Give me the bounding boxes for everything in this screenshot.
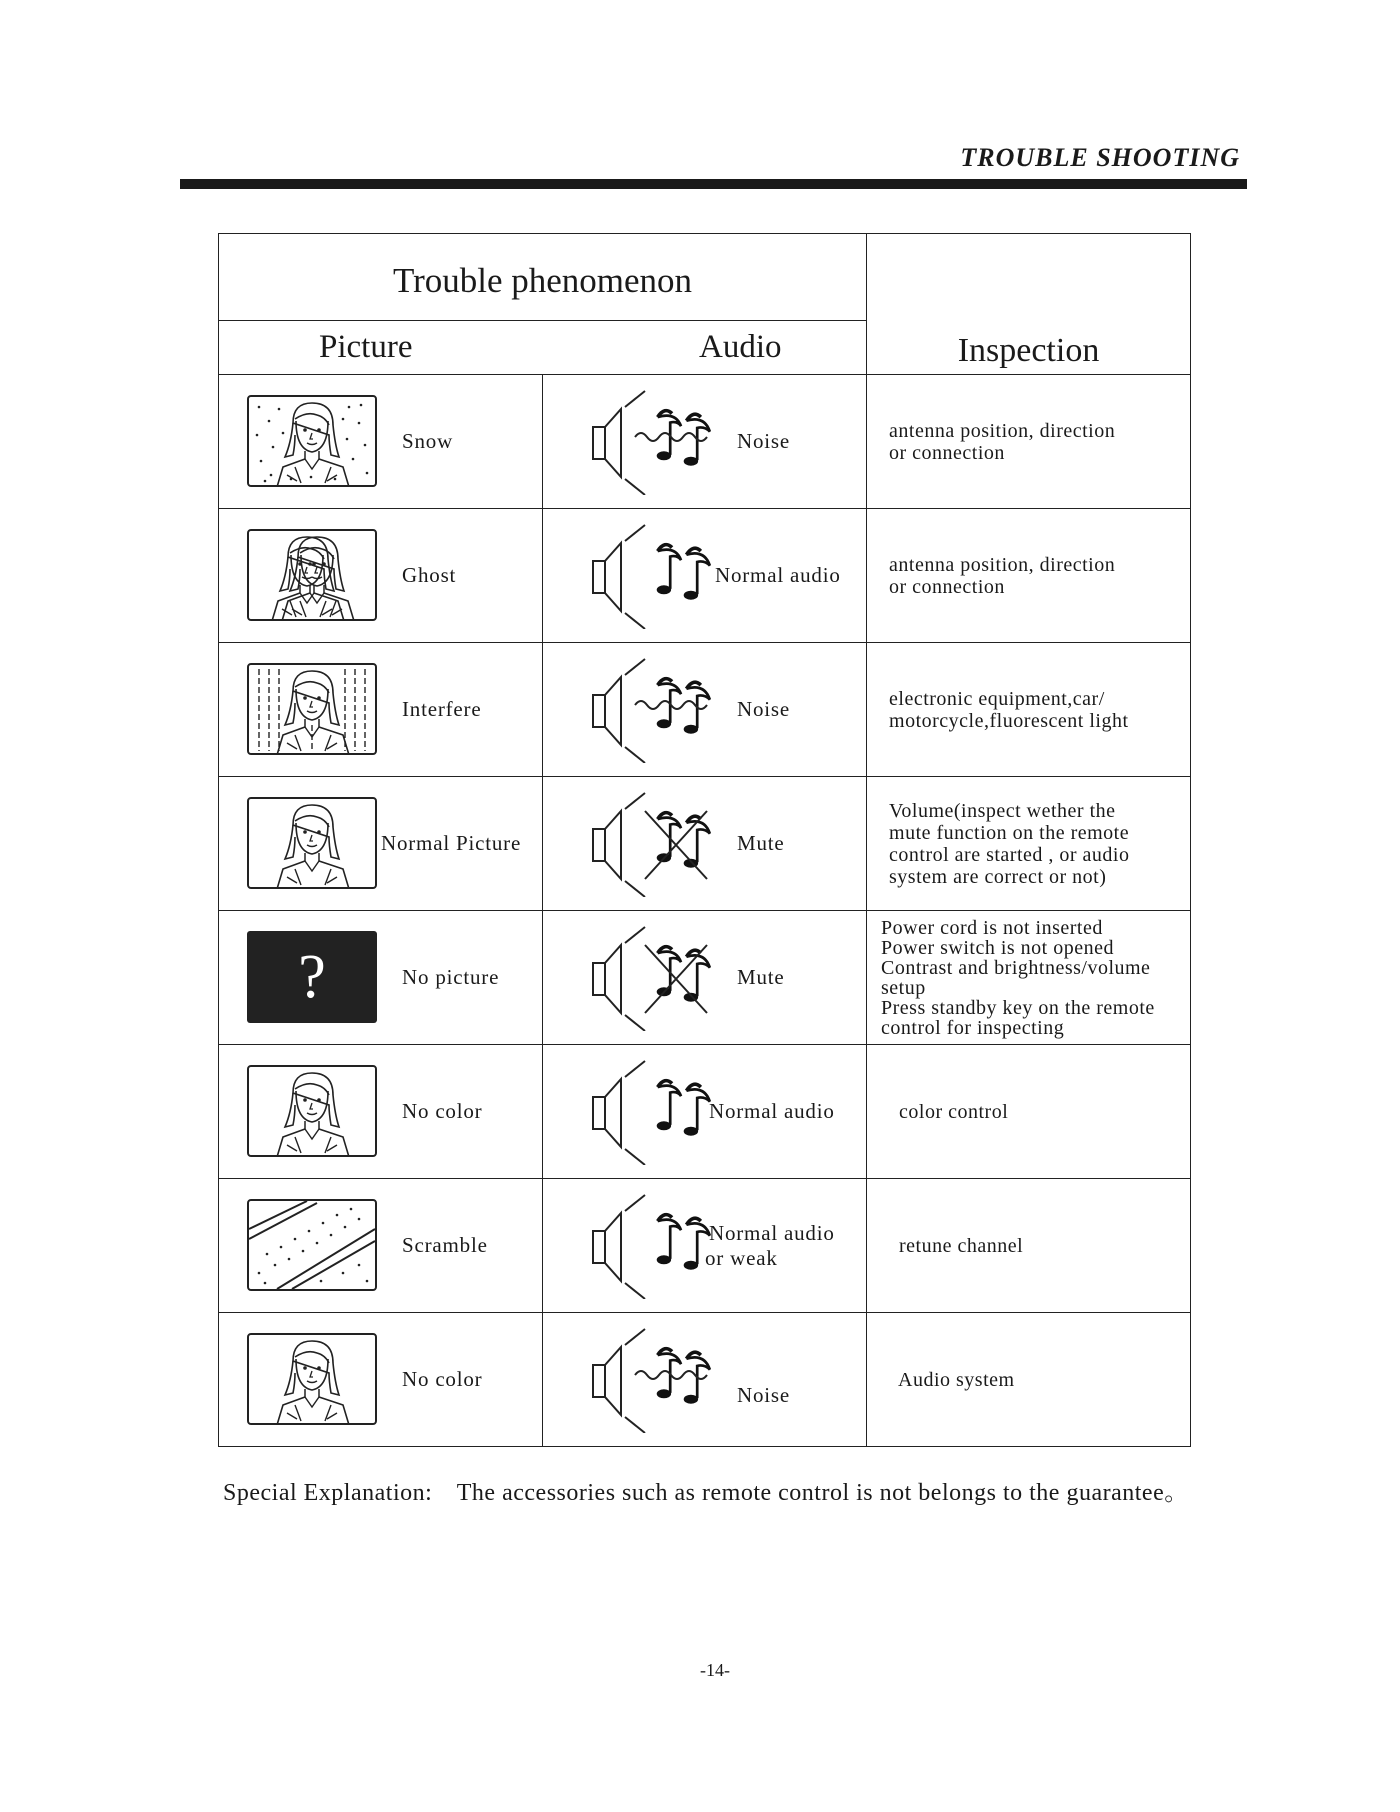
picture-label: Scramble — [402, 1233, 488, 1257]
normal-face-icon — [247, 1065, 377, 1157]
audio-label: Mute — [737, 831, 785, 855]
snow-face-icon — [247, 395, 377, 487]
audio-label: Noise — [737, 697, 790, 721]
special-explanation: Special Explanation: The accessories such as remote control is not belongs to the guarantee。 — [223, 1480, 1189, 1506]
table-row — [219, 777, 1191, 911]
interfere-face-icon — [247, 663, 377, 755]
header-rule — [180, 179, 1247, 189]
trouble-phenomenon-header: Trouble phenomenon — [219, 234, 867, 321]
noise-speaker-icon — [583, 1327, 723, 1433]
table-row — [219, 643, 1191, 777]
page-number: -14- — [700, 1660, 730, 1680]
normal-face-icon — [247, 797, 377, 889]
picture-label: No picture — [402, 965, 500, 989]
inspection-text: Audio system — [867, 1313, 1191, 1447]
normal-speaker-icon — [583, 1193, 723, 1299]
inspection-header: Inspection — [867, 234, 1191, 375]
noise-speaker-icon — [583, 389, 723, 495]
table-row — [219, 509, 1191, 643]
audio-label: Mute — [737, 965, 785, 989]
inspection-text: Power cord is not inserted Power switch is not opened Contrast and brightness/volume setup Press standby key on the remote control for inspecting — [867, 911, 1191, 1045]
picture-label: No color — [402, 1099, 483, 1123]
table-row — [219, 1313, 1191, 1447]
inspection-text: color control — [867, 1045, 1191, 1179]
audio-label: Normal audio or weak — [705, 1220, 835, 1270]
section-title: TROUBLE SHOOTING — [960, 143, 1240, 172]
inspection-text: Volume(inspect wether the mute function on the remote control are started , or audio system are correct or not) — [867, 777, 1191, 911]
normal-speaker-icon — [583, 1059, 723, 1165]
inspection-text: retune channel — [867, 1179, 1191, 1313]
table-row — [219, 375, 1191, 509]
audio-label: Noise — [737, 1383, 790, 1407]
inspection-text: antenna position, direction or connection — [867, 375, 1191, 509]
picture-label: Snow — [402, 429, 454, 453]
picture-header: Picture — [319, 329, 413, 365]
ghost-face-icon — [247, 529, 377, 621]
table-row — [219, 1179, 1191, 1313]
inspection-text: antenna position, direction or connection — [867, 509, 1191, 643]
picture-label: No color — [402, 1367, 483, 1391]
picture-label: Ghost — [402, 563, 457, 587]
inspection-text: electronic equipment,car/ motorcycle,fluorescent light — [867, 643, 1191, 777]
trouble-shooting-table — [218, 233, 1191, 1447]
scramble-screen-icon — [247, 1199, 377, 1291]
audio-header: Audio — [699, 329, 782, 365]
normal-face-icon — [247, 1333, 377, 1425]
mute-speaker-icon — [583, 791, 723, 897]
picture-label: Interfere — [402, 697, 482, 721]
normal-speaker-icon — [583, 523, 723, 629]
audio-label: Noise — [737, 429, 790, 453]
table-row — [219, 1045, 1191, 1179]
question-screen-icon — [247, 931, 377, 1023]
question-glyph: ? — [298, 943, 326, 1011]
noise-speaker-icon — [583, 657, 723, 763]
picture-label: Normal Picture — [381, 831, 522, 855]
table-row — [219, 911, 1191, 1045]
mute-speaker-icon — [583, 925, 723, 1031]
audio-label: Normal audio — [715, 563, 841, 587]
audio-label: Normal audio — [709, 1099, 835, 1123]
